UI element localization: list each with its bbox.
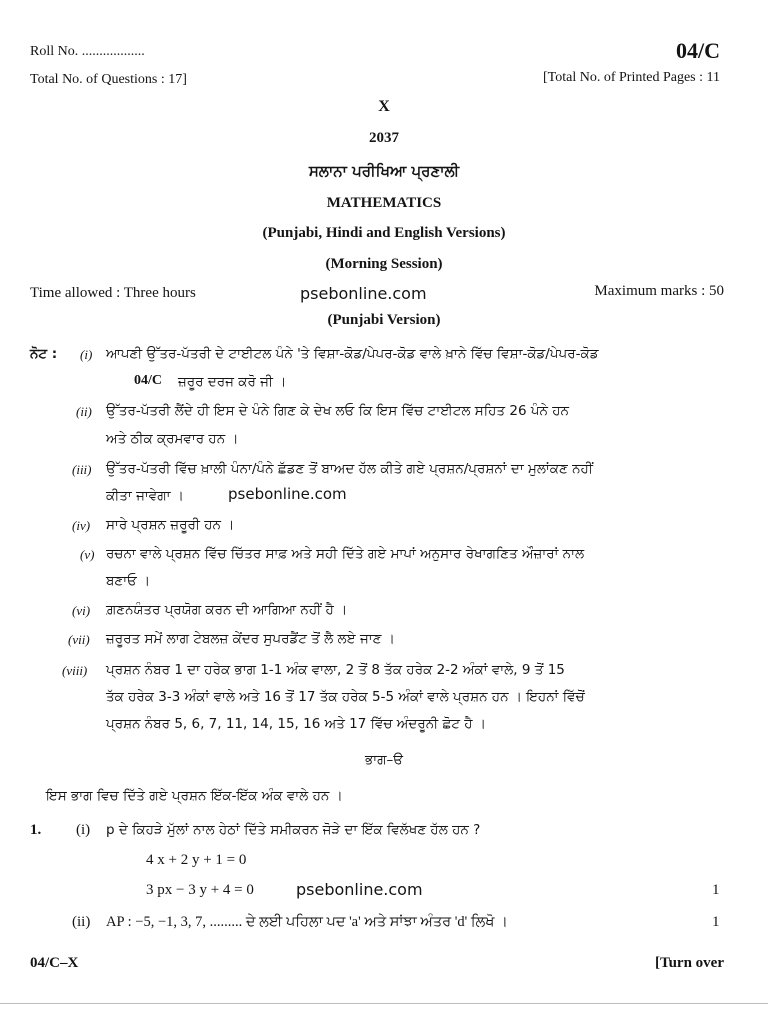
time-allowed: Time allowed : Three hours	[30, 285, 196, 301]
turn-over: [Turn over	[654, 955, 724, 971]
watermark-text: psebonline.com	[228, 485, 347, 503]
version-label: (Punjabi Version)	[327, 312, 441, 328]
page-edge-divider	[0, 1003, 768, 1004]
question-text: AP : −5, −1, 3, 7, ......... ਦੇ ਲਈ ਪਹਿਲਾ ਪਦ 'a' ਅਤੇ ਸਾਂਝਾ ਅੰਤਰ 'd' ਲਿਖੋ ।	[106, 914, 508, 930]
note-number: (i)	[80, 347, 93, 362]
note-text: ਉੱਤਰ-ਪੱਤਰੀ ਵਿੱਚ ਖ਼ਾਲੀ ਪੰਨਾ/ਪੰਨੇ ਛੱਡਣ ਤੋਂ ਬਾਅਦ ਹੱਲ ਕੀਤੇ ਗਏ ਪ੍ਰਸ਼ਨ/ਪ੍ਰਸ਼ਨਾਂ ਦਾ ਮੁਲਾਂਕਣ ਨਹੀਂ	[106, 461, 593, 477]
paper-code: 04/C	[676, 38, 720, 63]
note-text: ਪ੍ਰਸ਼ਨ ਨੰਬਰ 1 ਦਾ ਹਰੇਕ ਭਾਗ 1-1 ਅੰਕ ਵਾਲਾ, 2 ਤੋਂ 8 ਤੱਕ ਹਰੇਕ 2-2 ਅੰਕਾਂ ਵਾਲੇ, 9 ਤੋਂ 15	[106, 662, 565, 678]
note-text: ਜ਼ਰੂਰ ਦਰਜ ਕਰੋ ਜੀ ।	[178, 374, 287, 390]
class-label: X	[378, 98, 390, 115]
note-text: ਅਤੇ ਠੀਕ ਕ੍ਰਮਵਾਰ ਹਨ ।	[106, 431, 239, 447]
session-line: (Morning Session)	[325, 256, 443, 272]
note-text: ਆਪਣੀ ਉੱਤਰ-ਪੱਤਰੀ ਦੇ ਟਾਈਟਲ ਪੰਨੇ 'ਤੇ ਵਿਸ਼ਾ-ਕੋਡ/ਪੇਪਰ-ਕੋਡ ਵਾਲੇ ਖ਼ਾਨੇ ਵਿੱਚ ਵਿਸ਼ਾ-ਕੋਡ/ਪੇਪਰ-ਕੋਡ	[106, 346, 599, 362]
max-marks: Maximum marks : 50	[594, 283, 724, 299]
note-number: (vii)	[68, 632, 90, 647]
note-number: (iv)	[72, 518, 91, 533]
note-text: ਕੀਤਾ ਜਾਵੇਗਾ ।	[106, 488, 184, 504]
question-part-label: (i)	[76, 822, 91, 838]
equation-2: 3 px − 3 y + 4 = 0	[146, 882, 254, 898]
footer-code: 04/C–X	[30, 955, 79, 971]
note-text: ਸਾਰੇ ਪ੍ਰਸ਼ਨ ਜ਼ਰੂਰੀ ਹਨ ।	[106, 517, 235, 533]
question-number: 1.	[30, 822, 42, 838]
note-text: ਰਚਨਾ ਵਾਲੇ ਪ੍ਰਸ਼ਨ ਵਿੱਚ ਚਿੱਤਰ ਸਾਫ਼ ਅਤੇ ਸਹੀ ਦਿੱਤੇ ਗਏ ਮਾਪਾਂ ਅਨੁਸਾਰ ਰੇਖਾਗਣਿਤ ਔਜ਼ਾਰਾਂ ਨਾਲ	[106, 546, 585, 562]
section-intro: ਇਸ ਭਾਗ ਵਿਚ ਦਿੱਤੇ ਗਏ ਪ੍ਰਸ਼ਨ ਇੱਕ-ਇੱਕ ਅੰਕ ਵਾਲੇ ਹਨ ।	[46, 788, 343, 804]
note-text: ਉੱਤਰ-ਪੱਤਰੀ ਲੈਂਦੇ ਹੀ ਇਸ ਦੇ ਪੰਨੇ ਗਿਣ ਕੇ ਦੇਖ ਲਓ ਕਿ ਇਸ ਵਿੱਚ ਟਾਈਟਲ ਸਹਿਤ 26 ਪੰਨੇ ਹਨ	[106, 403, 569, 419]
versions-line: (Punjabi, Hindi and English Versions)	[262, 225, 506, 241]
note-text: ਗ਼ਣਨਯੰਤਰ ਪ੍ਰਯੋਗ ਕਰਨ ਦੀ ਆਗਿਆ ਨਹੀਂ ਹੈ ।	[106, 602, 348, 618]
section-title: ਭਾਗ–ੳ	[364, 752, 404, 768]
roll-number: Roll No. ..................	[30, 44, 145, 59]
note-text: ਪ੍ਰਸ਼ਨ ਨੰਬਰ 5, 6, 7, 11, 14, 15, 16 ਅਤੇ 17 ਵਿੱਚ ਅੰਦਰੂਨੀ ਛੋਟ ਹੈ ।	[106, 716, 486, 732]
question-part-label: (ii)	[72, 914, 91, 930]
total-questions: Total No. of Questions : 17]	[30, 72, 187, 87]
note-paper-code: 04/C	[134, 373, 162, 388]
note-number: (ii)	[76, 404, 92, 419]
watermark-text: psebonline.com	[300, 284, 427, 303]
question-text: p ਦੇ ਕਿਹੜੇ ਮੁੱਲਾਂ ਨਾਲ ਹੇਠਾਂ ਦਿੱਤੇ ਸਮੀਕਰਨ ਜੋੜੇ ਦਾ ਇੱਕ ਵਿਲੱਖਣ ਹੱਲ ਹਨ ?	[106, 822, 481, 838]
note-number: (iii)	[72, 462, 92, 477]
marks-value: 1	[712, 882, 720, 898]
note-text: ਬਣਾਓ ।	[106, 573, 151, 589]
equation-1: 4 x + 2 y + 1 = 0	[146, 852, 247, 868]
exam-year: 2037	[369, 130, 399, 146]
watermark-text: psebonline.com	[296, 880, 423, 899]
note-number: (v)	[80, 547, 95, 562]
note-number: (vi)	[72, 603, 91, 618]
exam-system: ਸਲਾਨਾ ਪਰੀਖਿਆ ਪ੍ਰਣਾਲੀ	[308, 162, 460, 180]
note-number: (viii)	[62, 663, 88, 678]
subject-title: MATHEMATICS	[326, 195, 442, 211]
total-pages: [Total No. of Printed Pages : 11	[543, 70, 720, 85]
note-text: ਤੱਕ ਹਰੇਕ 3-3 ਅੰਕਾਂ ਵਾਲੇ ਅਤੇ 16 ਤੋਂ 17 ਤੱਕ ਹਰੇਕ 5-5 ਅੰਕਾਂ ਵਾਲੇ ਪ੍ਰਸ਼ਨ ਹਨ । ਇਹਨਾਂ ਵਿੱਚੋਂ	[106, 689, 585, 705]
marks-value: 1	[712, 914, 720, 930]
note-label: ਨੋਟ :	[30, 346, 58, 362]
note-text: ਜ਼ਰੂਰਤ ਸਮੇਂ ਲਾਗ ਟੇਬਲਜ਼ ਕੇਂਦਰ ਸੁਪਰਡੈਂਟ ਤੋਂ ਲੈ ਲਏ ਜਾਣ ।	[106, 631, 395, 647]
